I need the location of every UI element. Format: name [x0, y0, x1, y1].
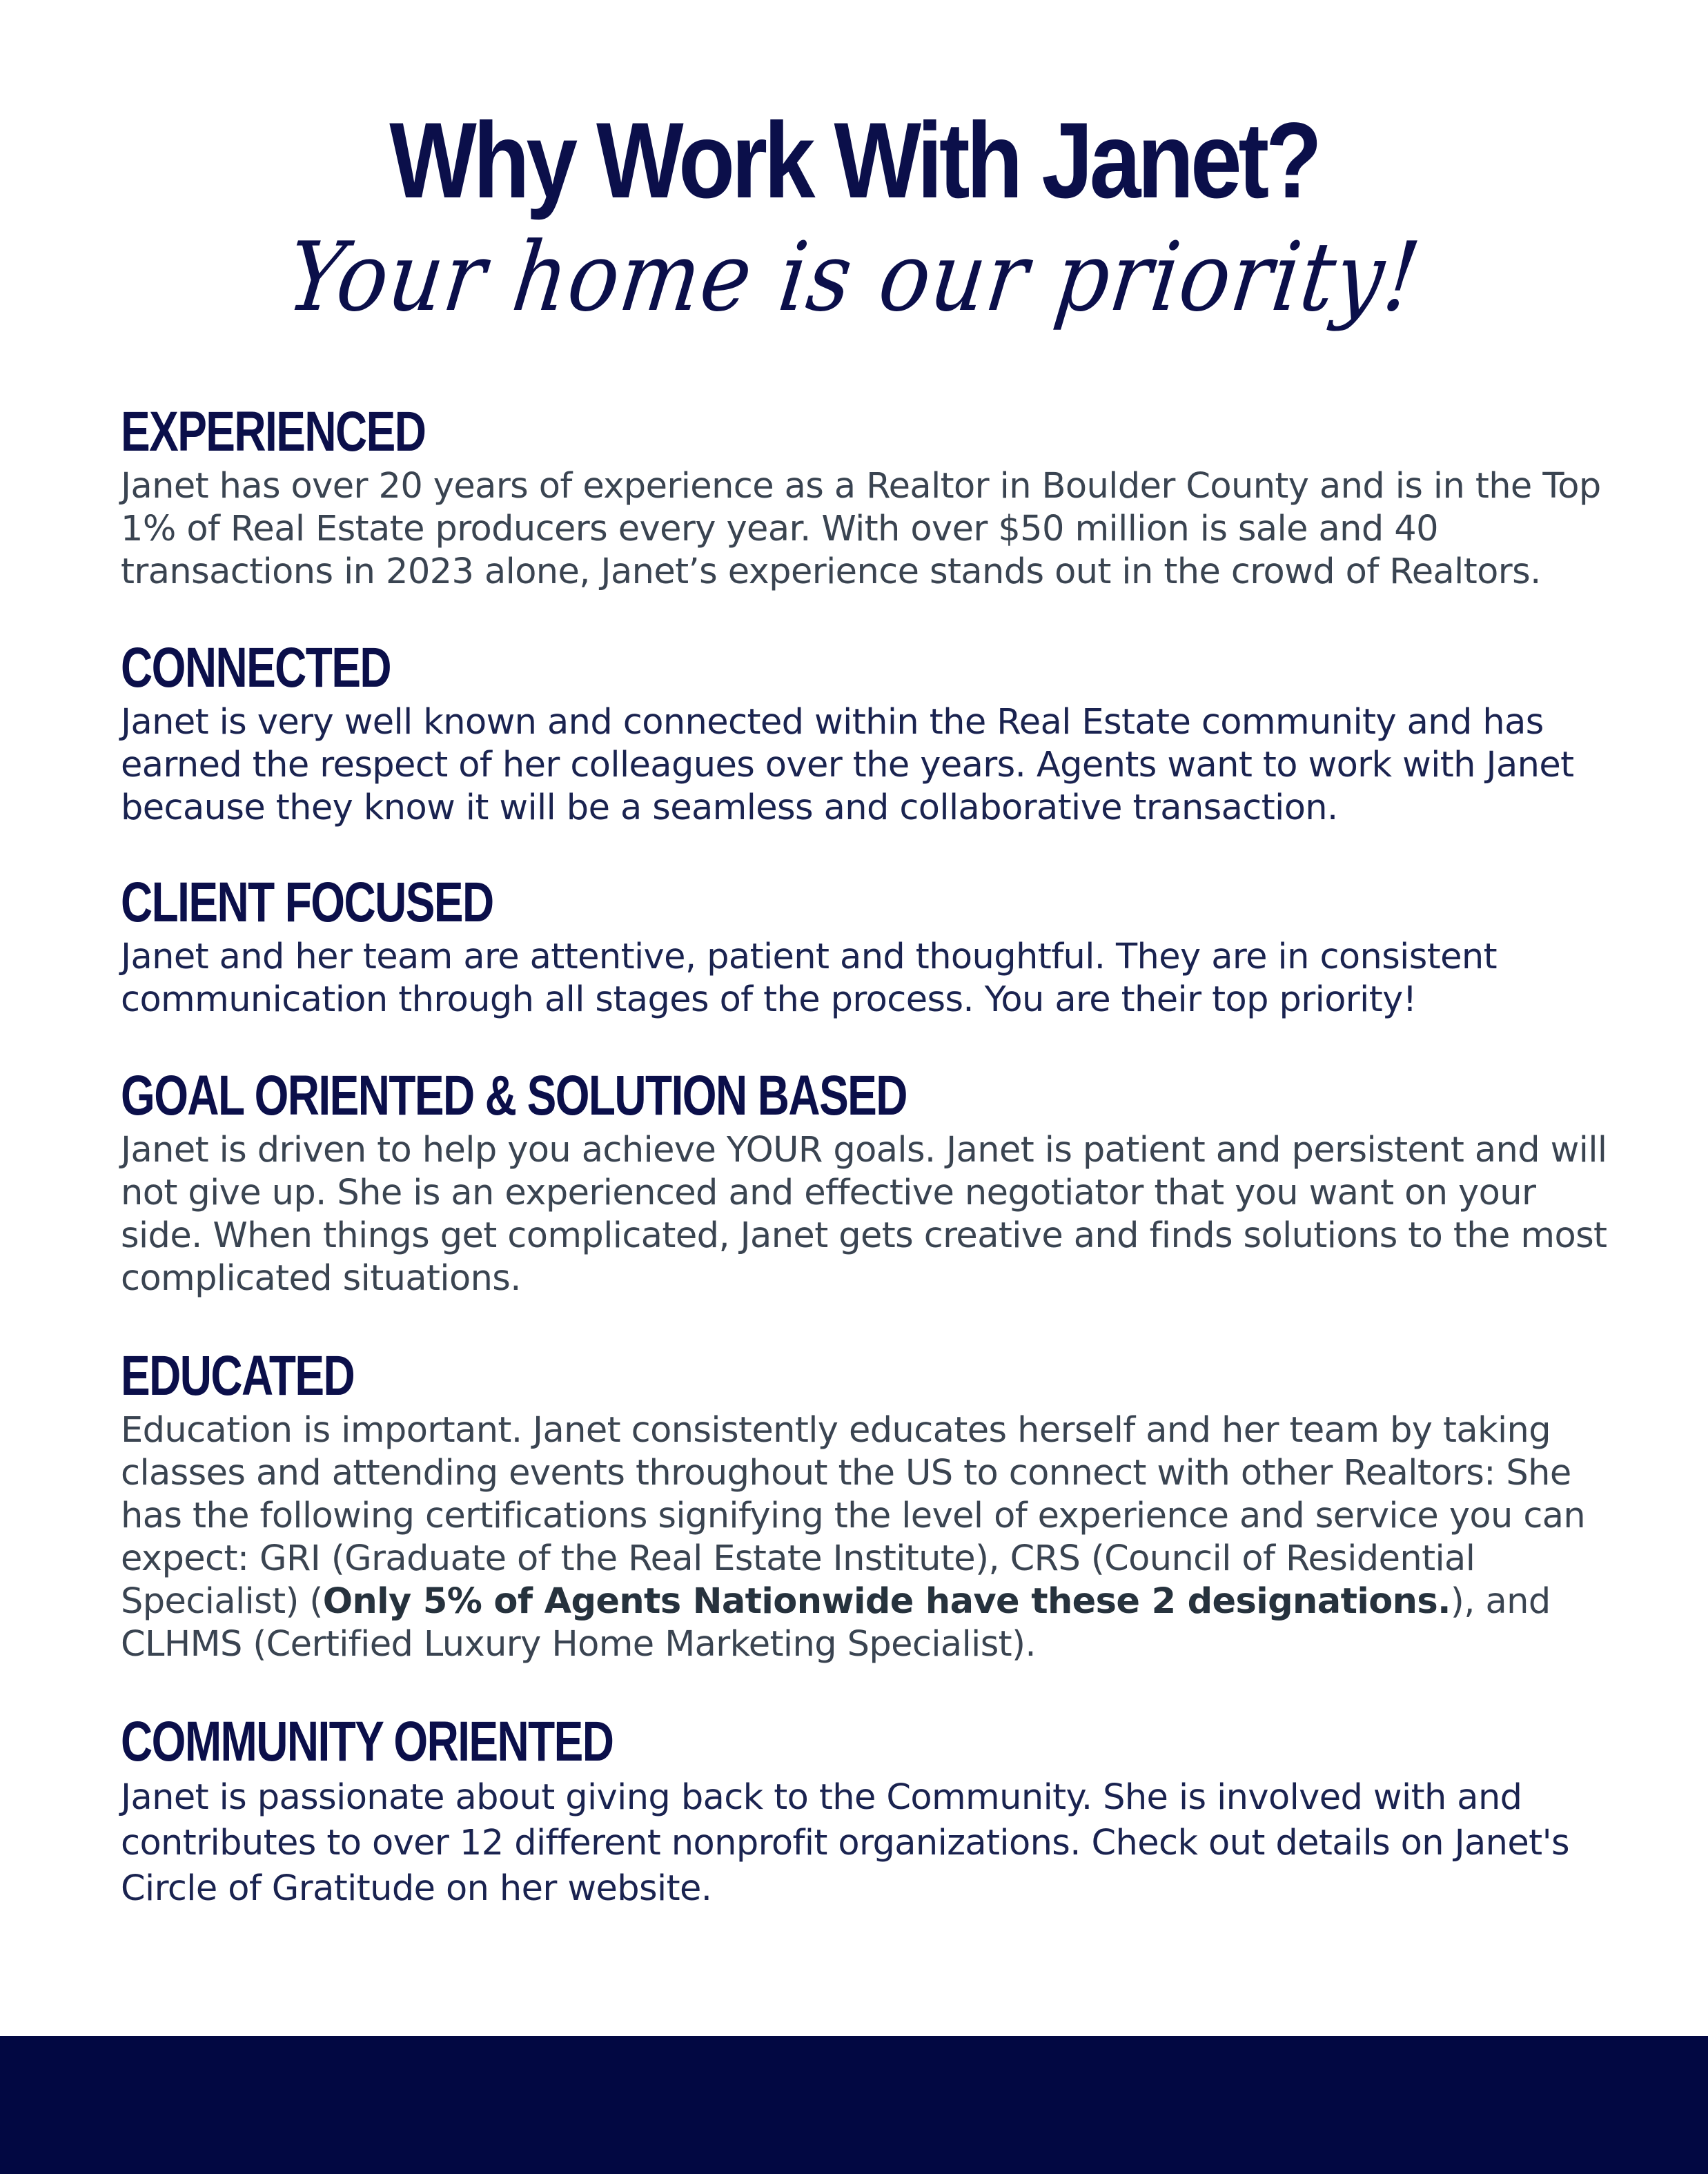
- section-client-focused: [121, 871, 1618, 1021]
- section-experienced: [121, 400, 1618, 594]
- body-text-start: Education is important. Janet consistently educates herself and her team by taking classes and attending events throughout the US to connect with other Realtors: She has the following certifications signifying the level of experience and service you can expect: GRI (Graduate of the Real Estate Institute), CRS (Council of Residential Specialist) (: [121, 1410, 1586, 1622]
- section-body: Janet and her team are attentive, patient and thoughtful. They are in consistent communication through all stages of the process. You are their top priority!: [121, 937, 1498, 1020]
- section-goal-oriented: [121, 1064, 1618, 1300]
- section-heading: GOAL ORIENTED & SOLUTION BASED: [121, 1064, 907, 1127]
- section-body: Janet is very well known and connected within the Real Estate community and has earned the respect of her colleagues over the years. Agents want to work with Janet because they know it will be a seamless and collaborative transaction.: [121, 702, 1574, 828]
- section-heading: CLIENT FOCUSED: [121, 871, 493, 934]
- page-title: Why Work With Janet?: [389, 101, 1319, 221]
- section-heading: EDUCATED: [121, 1344, 355, 1407]
- body-text-end: ), and CLHMS (Certified Luxury Home Marketing Specialist).: [121, 1581, 1551, 1665]
- section-body: Janet is driven to help you achieve YOUR goals. Janet is patient and persistent and will not give up. She is an experienced and effective negotiator that you want on your side. When things get complicated, Janet gets creative and finds solutions to the most complicated situations.: [121, 1130, 1607, 1299]
- section-heading: COMMUNITY ORIENTED: [121, 1710, 613, 1773]
- body-highlight: Only 5% of Agents Nationwide have these 2 designations.: [322, 1581, 1451, 1622]
- section-body: Janet has over 20 years of experience as a Realtor in Boulder County and is in the Top 1% of Real Estate producers every year. With over $50 million is sale and 40 transactions in 2023 alone, Janet’s experience stands out in the crowd of Realtors.: [121, 466, 1601, 592]
- tagline-script: Your home is our priority!: [282, 222, 1426, 333]
- section-heading: EXPERIENCED: [121, 400, 426, 463]
- section-heading: CONNECTED: [121, 636, 391, 699]
- section-connected: [121, 636, 1618, 830]
- section-body: [121, 1409, 1618, 1666]
- section-body: Janet is passionate about giving back to the Community. She is involved with and contributes to over 12 different nonprofit organizations. Check out details on Janet's Circle of Gratitude on her website.: [121, 1777, 1569, 1909]
- section-educated: [121, 1344, 1618, 1666]
- footer-band: [0, 2036, 1708, 2174]
- section-community-oriented: [121, 1710, 1618, 1912]
